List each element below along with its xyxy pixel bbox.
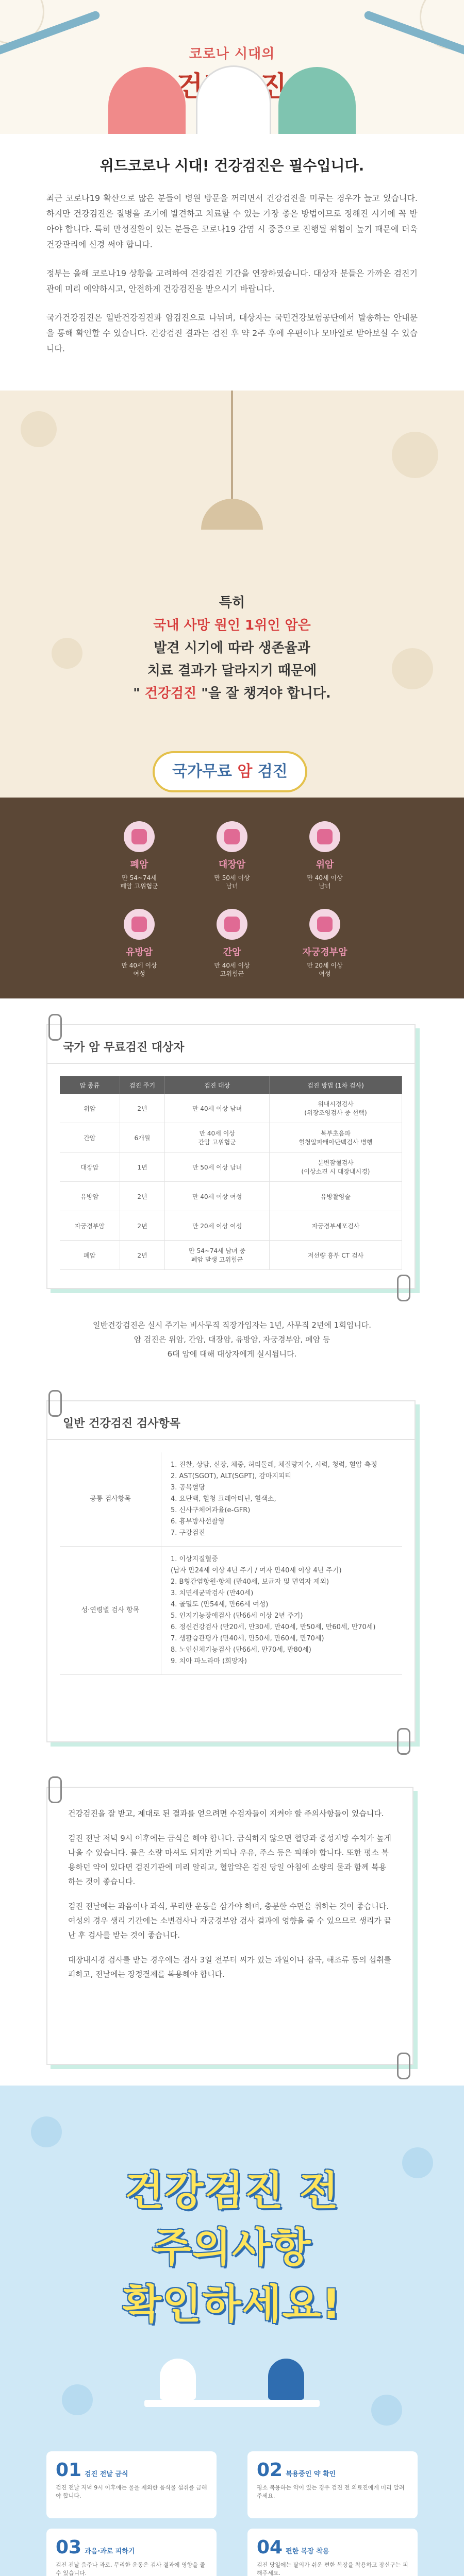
box-title: 편한 복장 착용	[286, 2548, 329, 2555]
note-line: 일반건강검진은 실시 주기는 비사무직 직장가입자는 1년, 사무직 2년에 1회입니다.	[93, 1320, 371, 1330]
box-desc: 검진 전날 저녁 9시 이후에는 물을 제외한 음식물 섭취를 금해야 합니다.	[56, 2484, 207, 2499]
caution-paragraph: 검진 전날에는 과음이나 과식, 무리한 운동을 삼가야 하며, 충분한 수면을 취하는 것이 좋습니다. 여성의 경우 생리 기간에는 소변검사나 자궁경부암 검사 결과에 영향을 줄 수 있으므로 생리가 끝난 후 검사를 받는 것이 좋습니다.	[68, 1902, 392, 1940]
row-key: 공통 검사항목	[60, 1452, 161, 1547]
box-number: 03	[56, 2537, 82, 2558]
decor-circle	[392, 432, 438, 478]
message-line: 발견 시기에 따라 생존율과	[154, 640, 310, 656]
cancer-item-liver	[201, 909, 263, 986]
box-desc: 검진 당일에는 탈의가 쉬운 편한 복장을 착용하고 장신구는 피해주세요.	[257, 2562, 408, 2576]
table-row	[60, 1094, 402, 1123]
cancer-name: 대장암	[218, 859, 246, 870]
table-cell: 간암	[60, 1123, 120, 1153]
message-line	[0, 682, 464, 705]
cancer-desc: 만 20세 이상 여성	[307, 962, 343, 977]
headline-line: 확인하세요!	[122, 2281, 342, 2328]
hero-banner	[0, 0, 464, 134]
table-header: 검진 방법 (1차 검사)	[270, 1076, 402, 1094]
cancer-target-table	[60, 1076, 402, 1270]
table-cell: 2년	[120, 1094, 165, 1123]
table-card	[46, 1400, 416, 1742]
table-cell: 만 40세 이상 여성	[165, 1182, 270, 1211]
caution-section	[0, 1766, 464, 2086]
intro-paragraph: 국가건강검진은 일반건강검진과 암검진으로 나뉘며, 대상자는 국민건강보험공단에서 발송하는 안내문을 통해 확인할 수 있습니다. 건강검진 결과는 검진 후 약 2주 후에 우편이나 모바일로 받아보실 수 있습니다.	[46, 313, 418, 353]
table-cell: 유방촬영술	[270, 1182, 402, 1211]
statistic-section	[0, 391, 464, 720]
colon-icon	[217, 821, 247, 852]
consultation-illustration-icon	[144, 2353, 320, 2436]
table-cell: 2년	[120, 1241, 165, 1270]
statistic-message	[0, 591, 464, 705]
table-header-row	[60, 1076, 402, 1094]
cancer-desc: 만 40세 이상 남녀	[307, 874, 343, 890]
message-line: 치료 결과가 달라지기 때문에	[147, 663, 317, 679]
table-card	[46, 1024, 416, 1289]
tag-text: 검진	[252, 762, 288, 781]
tag-text: 국가무료	[172, 762, 238, 781]
row-value: 1. 이상지질혈증 (남자 만24세 이상 4년 주기 / 여자 만40세 이상 4년 주기) 2. B형간염항원·항체 (만40세, 보균자 및 면역자 제외) 3. 치면세균막검사 (만40세) 4. 골밀도 (만54세, 만66세 여성) 5. 인지기능장애검사 (만66세 이상 2년 주기) 6. 정신건강검사 (만20세, 만30세, 만40세, 만50세, 만60세, 만70세) 7. 생활습관평가 (만40세, 만50세, 만60세, 만70세) 8. 노인신체기능검사 (만66세, 만70세, 만80세) 9. 치아 파노라마 (희망자)	[161, 1547, 403, 1675]
table-cell: 복부초음파 혈청알파태아단백검사 병행	[270, 1123, 402, 1153]
box-title: 과음·과로 피하기	[85, 2548, 135, 2555]
box-number: 01	[56, 2460, 82, 2481]
cancer-name: 간암	[223, 947, 241, 958]
table-cell: 만 40세 이상 남녀	[165, 1094, 270, 1123]
headline-line: 건강검진 전	[125, 2168, 339, 2214]
table-cell: 자궁경부암	[60, 1211, 120, 1241]
caution-box	[46, 2451, 217, 2518]
cancer-item-stomach	[294, 821, 356, 899]
table-cell: 6개월	[120, 1123, 165, 1153]
table-cell: 만 40세 이상 간암 고위험군	[165, 1123, 270, 1153]
paperclip-icon	[48, 1014, 62, 1041]
table-cell: 2년	[120, 1211, 165, 1241]
cancer-desc: 만 54~74세 폐암 고위험군	[120, 874, 158, 890]
paperclip-icon	[48, 1776, 62, 1803]
cancer-item-breast	[108, 909, 170, 986]
lamp-icon	[201, 499, 263, 530]
table-cell: 만 20세 이상 여성	[165, 1211, 270, 1241]
box-number: 02	[257, 2460, 283, 2481]
box-title: 검진 전날 금식	[85, 2470, 128, 2478]
cancer-screening-tag	[153, 751, 307, 792]
cervix-icon	[309, 909, 340, 940]
table-header: 암 종류	[60, 1076, 120, 1094]
cancer-target-table-section	[0, 998, 464, 1318]
table-row	[60, 1547, 402, 1675]
breast-icon	[124, 909, 155, 940]
intro-paragraph: 최근 코로나19 확산으로 많은 분들이 병원 방문을 꺼리면서 건강검진을 미루는 경우가 늘고 있습니다. 하지만 건강검진은 질병을 조기에 발견하고 치료할 수 있는 가장 좋은 방법이므로 정해진 시기에 꼭 받아야 합니다. 특히 만성질환이 있는 분들은 코로나19 감염 시 중증으로 진행될 위험이 높기 때문에 더욱 건강관리에 신경 써야 합니다.	[46, 193, 418, 249]
liver-icon	[217, 909, 247, 940]
table-row	[60, 1452, 402, 1547]
cancer-item-cervix	[294, 909, 356, 986]
cancer-name: 유방암	[125, 947, 153, 958]
headline-line: 주의사항	[152, 2225, 312, 2271]
box-desc: 평소 복용하는 약이 있는 경우 검진 전 의료진에게 미리 알려주세요.	[257, 2484, 405, 2499]
table-cell: 자궁경부세포검사	[270, 1211, 402, 1241]
card-title: 일반 건강검진 검사항목	[47, 1401, 415, 1440]
decor-circle	[371, 2395, 402, 2426]
message-quote-close: "을 잘 챙겨야 합니다.	[196, 686, 331, 701]
table-row	[60, 1153, 402, 1182]
table-cell: 2년	[120, 1182, 165, 1211]
table-row	[60, 1182, 402, 1211]
doctor-illustration-icon	[196, 65, 271, 134]
paperclip-icon	[397, 2053, 410, 2079]
cancer-name: 위암	[316, 859, 334, 870]
caution-box	[46, 2529, 217, 2576]
table-cell: 만 54~74세 남녀 중 폐암 발생 고위험군	[165, 1241, 270, 1270]
cancer-desc: 만 50세 이상 남녀	[214, 874, 250, 890]
row-key: 성·연령별 검사 항목	[60, 1547, 161, 1675]
intro-heading: 위드코로나 시대! 건강검진은 필수입니다.	[100, 157, 364, 174]
caution-box	[247, 2451, 418, 2518]
cancer-item-colon	[201, 821, 263, 899]
caution-paragraph: 건강검진을 잘 받고, 제대로 된 결과를 얻으려면 수검자들이 지켜야 할 주의사항들이 있습니다.	[68, 1809, 384, 1818]
table-header: 검진 주기	[120, 1076, 165, 1094]
table-header: 검진 대상	[165, 1076, 270, 1094]
message-highlight: 건강검진	[144, 686, 197, 701]
intro-section	[0, 134, 464, 391]
table-notes	[0, 1318, 464, 1375]
cancer-desc: 만 40세 이상 고위험군	[214, 962, 250, 977]
cancer-screening-section	[0, 720, 464, 998]
cancer-name: 자궁경부암	[302, 947, 347, 958]
box-number: 04	[257, 2537, 283, 2558]
intro-paragraph: 정부는 올해 코로나19 상황을 고려하여 건강검진 기간을 연장하였습니다. 대상자 분들은 가까운 검진기관에 미리 예약하시고, 안전하게 건강검진을 받으시기 바랍니다.	[46, 268, 418, 294]
table-row	[60, 1123, 402, 1153]
note-line: 6대 암에 대해 대상자에게 실시됩니다.	[167, 1349, 297, 1359]
caution-card	[46, 1787, 413, 2065]
caution-paragraph: 검진 전날 저녁 9시 이후에는 금식을 해야 합니다. 금식하지 않으면 혈당과 중성지방 수치가 높게 나올 수 있습니다. 물은 소량 마셔도 되지만 커피나 우유, 주스 등은 피해야 합니다. 또한 평소 복용하던 약이 있다면 검진기관에 미리 알리고, 혈압약은 검진 당일 아침에 소량의 물과 함께 복용하는 것이 좋습니다.	[68, 1834, 391, 1886]
decor-circle	[62, 2384, 93, 2415]
paperclip-icon	[48, 1390, 62, 1417]
table-cell: 분변잠혈검사 (이상소견 시 대장내시경)	[270, 1153, 402, 1182]
cancer-item-lung	[108, 821, 170, 899]
tag-highlight: 암	[237, 762, 253, 781]
message-highlight: 국내 사망 원인 1위인 암은	[153, 618, 311, 633]
table-cell: 1년	[120, 1153, 165, 1182]
table-row	[60, 1211, 402, 1241]
table-cell: 저선량 흉부 CT 검사	[270, 1241, 402, 1270]
table-cell: 위내시경검사 (위장조영검사 중 선택)	[270, 1094, 402, 1123]
box-desc: 검진 전날 음주나 과로, 무리한 운동은 검사 결과에 영향을 줄 수 있습니다.	[56, 2562, 205, 2576]
poster-headline	[0, 2163, 464, 2333]
table-cell: 유방암	[60, 1182, 120, 1211]
row-value: 1. 진찰, 상담, 신장, 체중, 허리둘레, 체질량지수, 시력, 청력, 혈압 측정 2. AST(SGOT), ALT(SGPT), 감마지피티 3. 공복혈당 4. 요단백, 혈청 크레아티닌, 혈색소, 5. 신사구체여과율(e-GFR) 6. 흉부방사선촬영 7. 구강검진	[161, 1452, 403, 1547]
paperclip-icon	[397, 1728, 410, 1755]
message-quote-open: "	[133, 686, 145, 701]
hero-subtitle: 코로나 시대의	[189, 46, 275, 62]
decor-circle	[31, 2116, 62, 2147]
message-line: 특히	[219, 595, 245, 611]
cancer-name: 폐암	[130, 859, 148, 870]
paperclip-icon	[397, 1275, 410, 1301]
cancer-desc: 만 40세 이상 여성	[121, 962, 157, 977]
caution-poster	[0, 2086, 464, 2576]
message-line	[0, 614, 464, 637]
lung-icon	[124, 821, 155, 852]
box-title: 복용중인 약 확인	[286, 2470, 336, 2478]
lamp-cord-icon	[231, 391, 233, 499]
checkup-items-section	[0, 1375, 464, 1766]
table-cell: 만 50세 이상 남녀	[165, 1153, 270, 1182]
stomach-icon	[309, 821, 340, 852]
caution-box	[247, 2529, 418, 2576]
table-row	[60, 1241, 402, 1270]
checkup-items-table	[60, 1452, 402, 1675]
table-cell: 폐암	[60, 1241, 120, 1270]
decor-circle	[21, 411, 57, 447]
table-cell: 대장암	[60, 1153, 120, 1182]
note-line: 암 검진은 위암, 간암, 대장암, 유방암, 자궁경부암, 폐암 등	[134, 1335, 330, 1344]
card-title: 국가 암 무료검진 대상자	[47, 1025, 415, 1064]
table-cell: 위암	[60, 1094, 120, 1123]
caution-paragraph: 대장내시경 검사를 받는 경우에는 검사 3일 전부터 씨가 있는 과일이나 잡곡, 해조류 등의 섭취를 피하고, 전날에는 장정결제를 복용해야 합니다.	[68, 1955, 391, 1979]
